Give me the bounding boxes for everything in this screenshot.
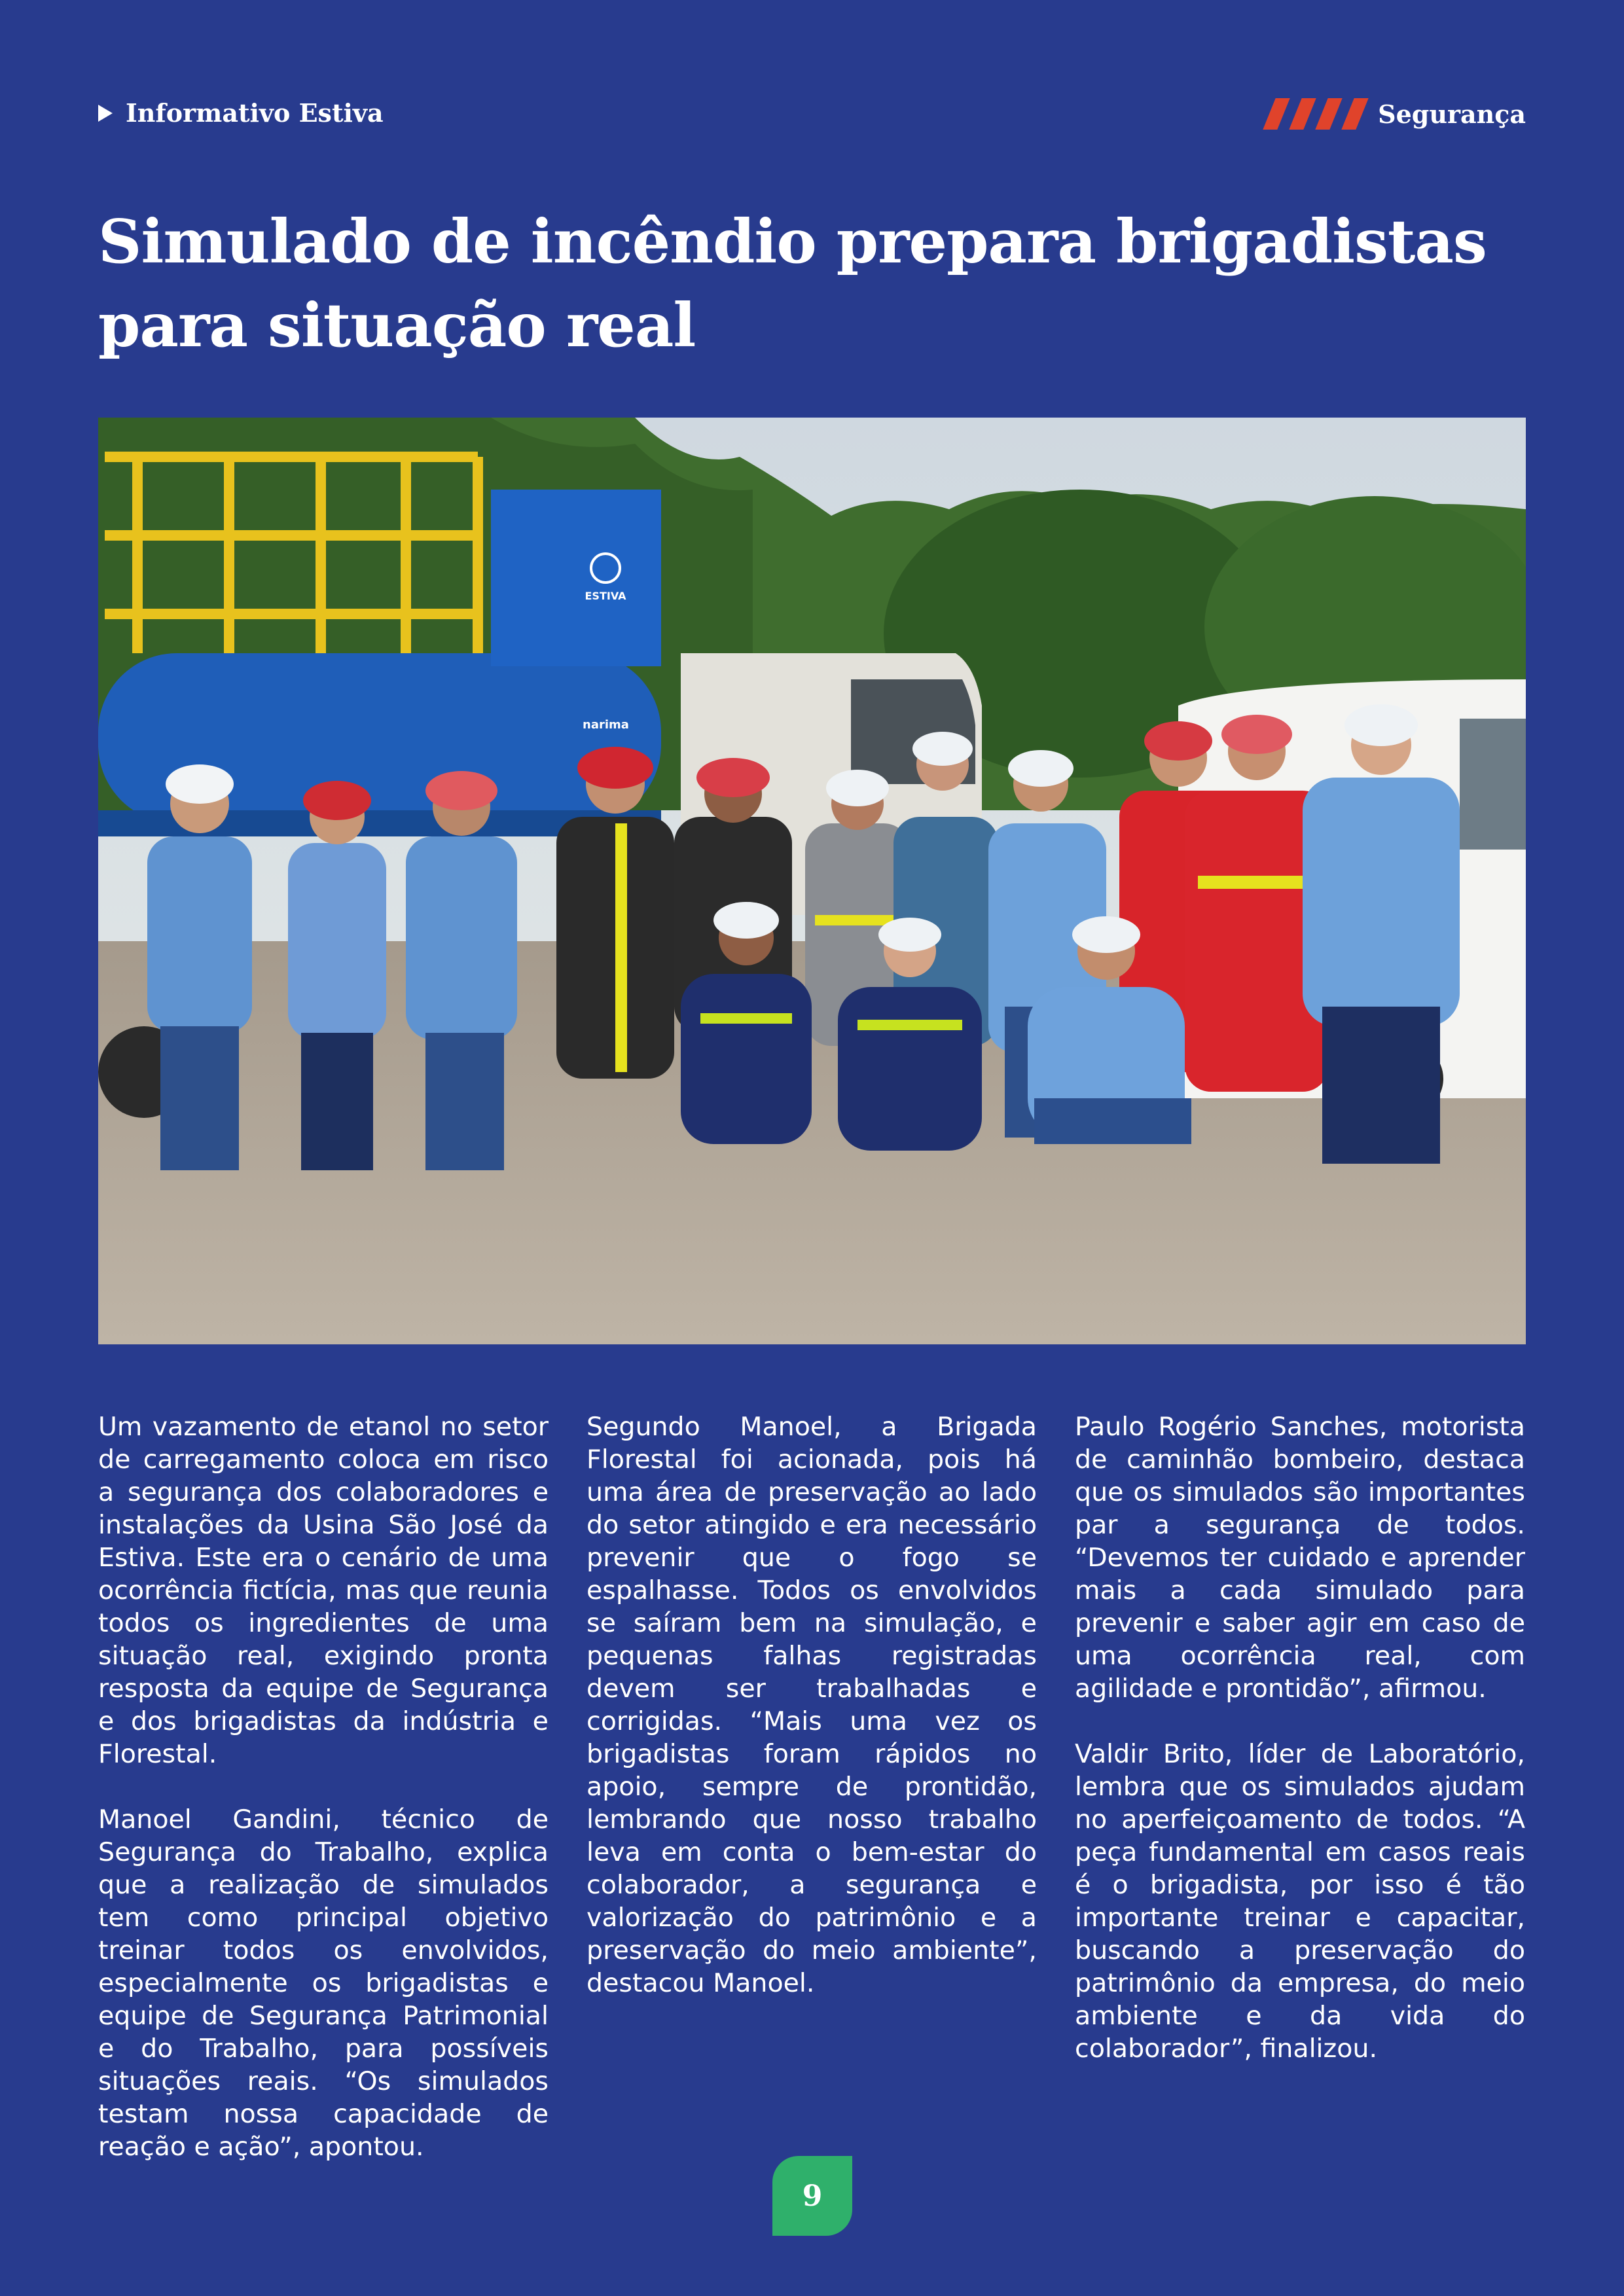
- section-header: [1269, 98, 1526, 130]
- play-triangle-icon: [98, 105, 113, 122]
- page-number: 9: [802, 2179, 823, 2213]
- section-name: Segurança: [1378, 99, 1526, 129]
- column-3: [1075, 1410, 1525, 2196]
- column-2: [586, 1410, 1037, 2196]
- article-title: Simulado de incêndio prepara brigadistas para situação real: [98, 206, 1487, 361]
- paragraph: Segundo Manoel, a Brigada Florestal foi acionada, pois há uma área de preservação ao lado do setor atingido e era necessário prevenir que o fogo se espalhasse. Todos os envolvidos se saíram bem na simulação, e pequenas falhas registradas devem ser trabalhadas e corrigidas. “Mais uma vez os brigadistas foram rápidos no apoio, sempre de prontidão, lembrando que nosso trabalho leva em conta o bem-estar do colaborador, a segurança e valorização do patrimônio e a preservação do meio ambiente”, destacou Manoel.: [586, 1412, 1037, 1998]
- publication-name: Informativo Estiva: [126, 98, 384, 128]
- column-1: [98, 1410, 549, 2196]
- truck-brand-mark: ESTIVA: [585, 590, 626, 602]
- paragraph: Paulo Rogério Sanches, motorista de caminhão bombeiro, destaca que os simulados são importantes par a segurança de todos. “Devemos ter cuidado e aprender mais a cada simulado para prevenir e saber agir em caso de uma ocorrência real, com agilidade e prontidão”, afirmou.: [1075, 1412, 1525, 1704]
- red-stripes-icon: [1269, 98, 1362, 130]
- publication-header: [98, 98, 384, 128]
- paragraph: Manoel Gandini, técnico de Segurança do Trabalho, explica que a realização de simulados tem como principal objetivo treinar todos os envolvidos, especialmente os brigadistas e equipe de Segurança Patrimonial e do Trabalho, para possíveis situações reais. “Os simulados testam nossa capacidade de reação e ação”, apontou.: [98, 1804, 549, 2162]
- article-photo: [98, 418, 1526, 1344]
- article-body: [98, 1410, 1526, 2196]
- page-number-badge: [772, 2156, 852, 2236]
- tank-text: narima: [583, 718, 629, 732]
- paragraph: Um vazamento de etanol no setor de carregamento coloca em risco a segurança dos colaboradores e instalações da Usina São José da Estiva. Este era o cenário de uma ocorrência fictícia, mas que reunia todos os ingredientes de uma situação real, exigindo pronta resposta da equipe de Segurança e dos brigadistas da indústria e Florestal.: [98, 1412, 549, 1769]
- paragraph: Valdir Brito, líder de Laboratório, lembra que os simulados ajudam no aperfeiçoamento de todos. “A peça fundamental em casos reais é o brigadista, por isso é tão importante treinar e capacitar, buscando a preservação do patrimônio da empresa, do meio ambiente e da vida do colaborador”, finalizou.: [1075, 1739, 1525, 2064]
